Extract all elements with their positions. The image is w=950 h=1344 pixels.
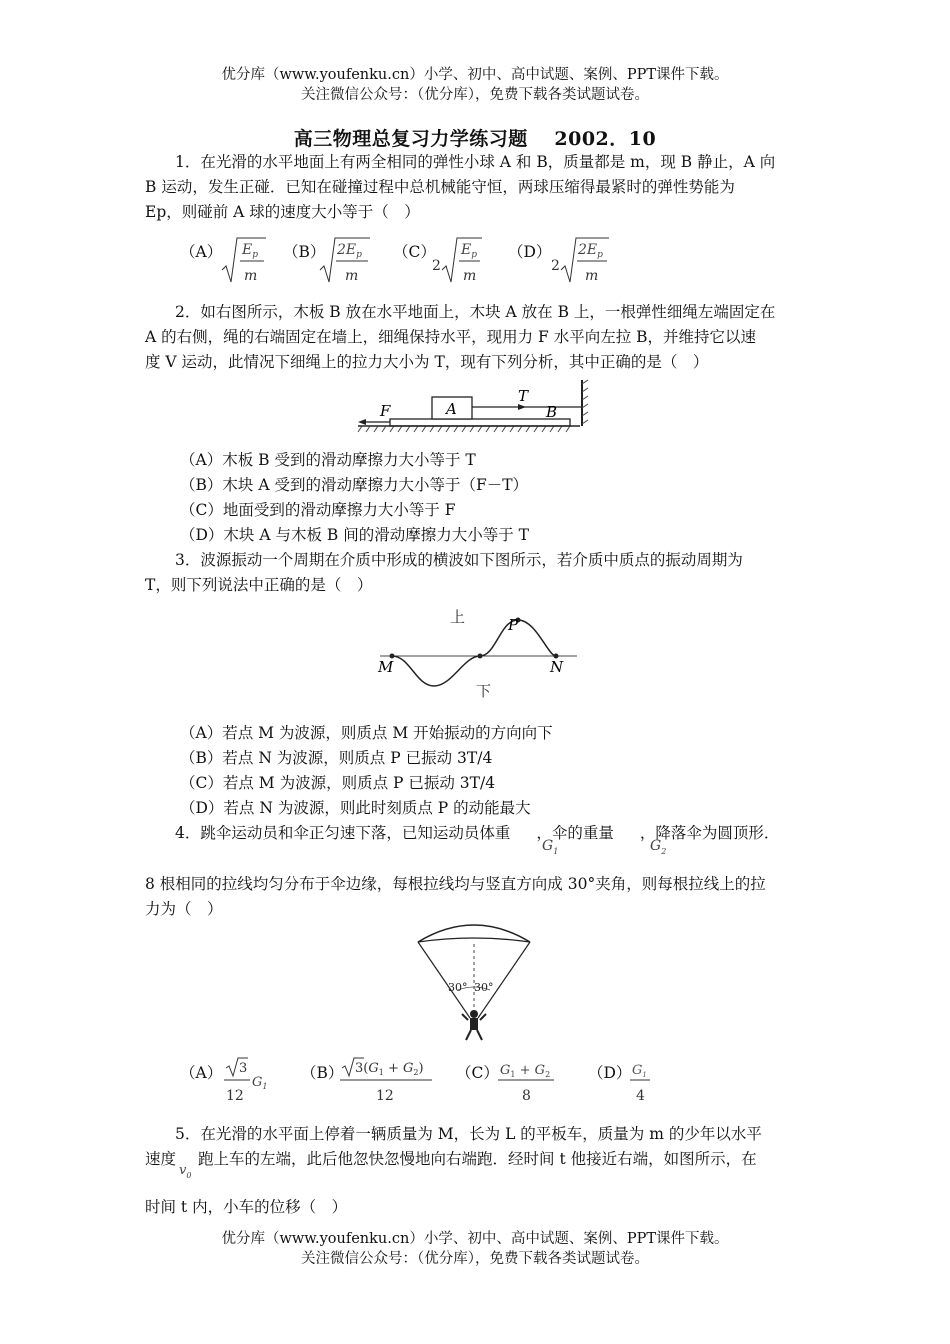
- header-line-1: 优分库（www.youfenku.cn）小学、初中、高中试题、案例、PPT课件下载。: [221, 67, 729, 83]
- q2-option-d: （D）木块 A 与木板 B 间的滑动摩擦力大小等于 T: [180, 526, 529, 544]
- svg-text:2: 2: [432, 258, 441, 274]
- q1-line-3: Ep，则碰前 A 球的速度大小等于（ ）: [145, 203, 420, 221]
- svg-text:G1: $G_1$: [252, 1075, 268, 1091]
- q5-line-3: 时间 t 内，小车的位移（ ）: [145, 1198, 348, 1216]
- q2-option-a: （A）木板 B 受到的滑动摩擦力大小等于 T: [180, 451, 476, 469]
- q5-v0-symbol: [177, 1158, 199, 1184]
- q3-option-a: （A）若点 M 为波源，则质点 M 开始振动的方向向下: [180, 724, 553, 742]
- svg-text:2Ep: $2E_p$: [337, 242, 362, 260]
- svg-text:8: 8: [522, 1088, 531, 1104]
- svg-text:12: 12: [376, 1088, 394, 1104]
- svg-text:G1 + G2: $G_1 + G_2$: [500, 1063, 551, 1079]
- q1-option-c-label: （C）: [393, 243, 436, 261]
- svg-text:G1: $G_1$: [632, 1063, 647, 1079]
- svg-text:下: 下: [476, 682, 492, 700]
- svg-text:G1: $G_1$: [542, 838, 559, 856]
- q5-line-2: [145, 1147, 825, 1172]
- q4-option-c-label: （C）: [456, 1064, 499, 1082]
- q2-option-b: （B）木块 A 受到的滑动摩擦力大小等于（F－T）: [180, 476, 529, 494]
- svg-text:2: 2: [551, 258, 560, 274]
- q1-option-c-formula: [430, 234, 484, 288]
- q4-option-a-label: （A）: [180, 1064, 223, 1082]
- q3-line-2: T，则下列说法中正确的是（ ）: [145, 576, 373, 594]
- q4-line-1-part-2: ，伞的重量: [536, 824, 614, 842]
- svg-text:2Ep: $2E_p$: [578, 242, 603, 260]
- svg-text:m: m: [244, 268, 258, 284]
- svg-text:G2: $G_2$: [650, 838, 667, 856]
- q1-option-d-label: （D）: [508, 243, 552, 261]
- q1-option-d-formula: [549, 234, 611, 288]
- q2-option-c: （C）地面受到的滑动摩擦力大小等于 F: [180, 501, 456, 519]
- svg-text:v0: $v_0$: [179, 1163, 192, 1180]
- q1-option-a-formula: [220, 234, 270, 288]
- q1-option-a-label: （A）: [180, 243, 223, 261]
- svg-text:m: m: [345, 268, 359, 284]
- q2-line-2: A 的右侧，绳的右端固定在墙上，细绳保持水平，现用力 F 水平向左拉 B，并维持它以速: [145, 328, 757, 346]
- q4-option-c-formula: [496, 1056, 558, 1108]
- q5-line-2-part-1: 速度: [145, 1150, 177, 1168]
- q3-option-d: （D）若点 N 为波源，则此时刻质点 P 的动能最大: [180, 799, 531, 817]
- q4-option-d-label: （D）: [588, 1064, 632, 1082]
- svg-text:F: F: [380, 402, 391, 420]
- q3-option-c: （C）若点 M 为波源，则质点 P 已振动 3T/4: [180, 774, 496, 792]
- q1-option-b-formula: [318, 234, 374, 288]
- q3-line-1: 3．波源振动一个周期在介质中形成的横波如下图所示，若介质中质点的振动周期为: [175, 551, 743, 569]
- svg-text:m: m: [585, 268, 599, 284]
- svg-text:M: M: [378, 658, 394, 676]
- footer-line-2: 关注微信公众号：（优分库），免费下载各类试题试卷。: [301, 1251, 649, 1267]
- header-line-2: 关注微信公众号：（优分库），免费下载各类试题试卷。: [301, 87, 649, 103]
- svg-text:4: 4: [636, 1088, 645, 1104]
- q4-option-a-formula: [220, 1056, 274, 1108]
- svg-text:Ep: $E_p$: [461, 242, 477, 260]
- svg-text:上: 上: [450, 608, 466, 626]
- svg-text:30°: 30°: [448, 981, 468, 994]
- svg-text:N: N: [550, 658, 564, 676]
- q2-line-1: 2．如右图所示，木板 B 放在水平地面上，木块 A 放在 B 上，一根弹性细绳左端固定在: [175, 303, 776, 321]
- q2-board-block-figure: [350, 376, 600, 436]
- q3-option-b: （B）若点 N 为波源，则质点 P 已振动 3T/4: [180, 749, 493, 767]
- svg-text:A: A: [446, 400, 457, 418]
- svg-text:m: m: [463, 268, 477, 284]
- svg-text:P: P: [508, 616, 519, 634]
- q4-option-d-formula: [628, 1056, 656, 1108]
- svg-text:T: T: [518, 387, 529, 405]
- svg-text:3: 3: [239, 1061, 248, 1076]
- q4-option-b-label: （B）: [301, 1064, 344, 1082]
- q5-line-2-part-2: 跑上车的左端，此后他忽快忽慢地向右端跑．经时间 t 他接近右端，如图所示，在: [198, 1150, 757, 1168]
- q2-line-3: 度 V 运动，此情况下细绳上的拉力大小为 T，现有下列分析，其中正确的是（ ）: [145, 353, 709, 371]
- svg-text:30°: 30°: [474, 981, 494, 994]
- page-title: 高三物理总复习力学练习题 2002．10: [293, 128, 657, 150]
- q4-line-1-part-1: 4．跳伞运动员和伞正匀速下落，已知运动员体重: [175, 824, 511, 842]
- svg-text:12: 12: [226, 1088, 244, 1104]
- svg-text:3(G1 + G2): $3(G_1 + G_2)$: [355, 1061, 424, 1077]
- q5-line-1: 5．在光滑的水平面上停着一辆质量为 M，长为 L 的平板车，质量为 m 的少年以水平: [175, 1125, 762, 1143]
- q4-line-1: [175, 821, 855, 846]
- q3-wave-figure: [372, 600, 592, 705]
- q4-g2-symbol: [648, 832, 672, 858]
- q4-line-1-part-3: ，降落伞为圆顶形．: [639, 824, 780, 842]
- q4-line-3: 力为（ ）: [145, 900, 223, 918]
- svg-text:Ep: $E_p$: [242, 242, 258, 260]
- svg-text:B: B: [546, 403, 558, 421]
- q4-line-2: 8 根相同的拉线均匀分布于伞边缘，每根拉线均与竖直方向成 30°夹角，则每根拉线上的拉: [145, 875, 766, 893]
- q4-parachute-figure: [412, 914, 536, 1046]
- footer-line-1: 优分库（www.youfenku.cn）小学、初中、高中试题、案例、PPT课件下载。: [221, 1231, 729, 1247]
- q1-option-b-label: （B）: [283, 243, 326, 261]
- q1-line-2: B 运动，发生正碰．已知在碰撞过程中总机械能守恒，两球压缩得最紧时的弹性势能为: [145, 178, 735, 196]
- q4-option-b-formula: [338, 1056, 436, 1108]
- q1-line-1: 1．在光滑的水平地面上有两全相同的弹性小球 A 和 B，质量都是 m，现 B 静止，A 向: [175, 153, 776, 171]
- q4-g1-symbol: [540, 832, 564, 858]
